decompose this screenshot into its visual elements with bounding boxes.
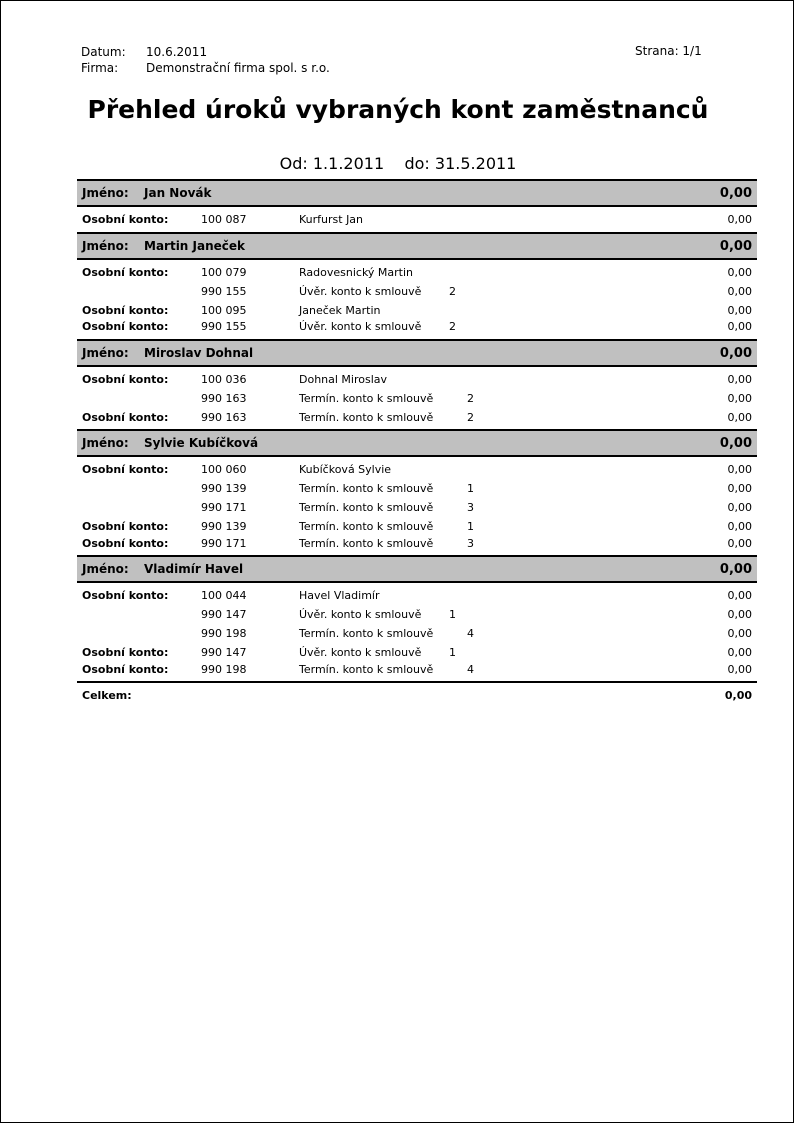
group-header	[77, 555, 757, 583]
account-description: Havel Vladimír	[299, 589, 380, 602]
interest-value: 0,00	[727, 589, 752, 602]
group-header	[77, 232, 757, 260]
table-row	[77, 606, 757, 625]
account-number: 100 087	[201, 213, 247, 226]
group-rows	[77, 457, 757, 555]
interest-value: 0,00	[727, 662, 752, 676]
employee-name: Martin Janeček	[144, 238, 246, 253]
table-row	[77, 535, 757, 552]
table-row	[77, 499, 757, 518]
contract-number: 3	[467, 536, 474, 550]
account-number: 100 079	[201, 265, 247, 279]
group-name-label: Jméno:	[82, 345, 129, 360]
interest-value: 0,00	[727, 482, 752, 495]
account-type-label: Osobní konto:	[82, 303, 169, 317]
group-total: 0,00	[719, 436, 752, 451]
period-from-label: Od:	[279, 154, 308, 173]
account-description: Radovesnický Martin	[299, 265, 414, 279]
account-number: 990 147	[201, 646, 247, 659]
report-body	[77, 179, 757, 707]
account-type-label: Osobní konto:	[82, 410, 169, 424]
group-name-label: Jméno:	[82, 562, 129, 576]
account-number: 990 171	[201, 501, 247, 514]
table-row	[77, 302, 757, 319]
account-number: 990 163	[201, 391, 247, 405]
date-label: Datum:	[81, 45, 126, 59]
table-row	[77, 283, 757, 302]
page-number: Strana: 1/1	[635, 44, 702, 58]
employee-name: Miroslav Dohnal	[144, 345, 254, 360]
account-number: 100 095	[201, 303, 247, 317]
account-description: Kurfurst Jan	[299, 213, 364, 226]
account-number: 990 155	[201, 320, 247, 333]
period-range	[1, 154, 794, 174]
interest-value: 0,00	[727, 646, 752, 659]
account-number: 990 198	[201, 627, 247, 640]
table-row	[77, 264, 757, 283]
total-value: 0,00	[724, 689, 752, 702]
employee-name: Jan Novák	[144, 186, 212, 200]
contract-number: 1	[467, 482, 474, 495]
group-name-label: Jméno:	[82, 238, 129, 253]
table-row	[77, 587, 757, 606]
group-total: 0,00	[719, 562, 752, 577]
account-number: 990 163	[201, 410, 247, 424]
interest-value: 0,00	[727, 520, 752, 533]
account-number: 990 155	[201, 284, 247, 298]
table-row	[77, 371, 757, 390]
group-total: 0,00	[719, 238, 752, 254]
group-rows	[77, 207, 757, 232]
table-row	[77, 480, 757, 499]
contract-number: 2	[449, 284, 456, 298]
group-name-label: Jméno:	[82, 436, 129, 450]
account-description: Termín. konto k smlouvě	[299, 410, 434, 424]
account-type-label: Osobní konto:	[82, 520, 169, 533]
company-value: Demonstrační firma spol. s r.o.	[146, 61, 330, 75]
account-number: 100 036	[201, 372, 247, 386]
account-type-label: Osobní konto:	[82, 536, 169, 550]
employee-name: Sylvie Kubíčková	[144, 436, 259, 450]
employee-name: Vladimír Havel	[144, 562, 244, 576]
account-description: Janeček Martin	[299, 303, 381, 317]
account-type-label: Osobní konto:	[82, 213, 169, 226]
account-type-label: Osobní konto:	[82, 372, 169, 386]
table-row	[77, 644, 757, 661]
table-row	[77, 461, 757, 480]
interest-value: 0,00	[727, 627, 752, 640]
account-description: Úvěr. konto k smlouvě	[299, 284, 422, 298]
total-label: Celkem:	[82, 689, 132, 702]
account-number: 990 139	[201, 520, 247, 533]
interest-value: 0,00	[727, 536, 752, 550]
interest-value: 0,00	[727, 608, 752, 621]
account-description: Kubíčková Sylvie	[299, 463, 392, 476]
account-description: Úvěr. konto k smlouvě	[299, 320, 422, 333]
account-description: Termín. konto k smlouvě	[299, 520, 434, 533]
company-label: Firma:	[81, 61, 119, 75]
interest-value: 0,00	[727, 284, 752, 298]
period-to: 31.5.2011	[434, 154, 517, 173]
group-header	[77, 339, 757, 367]
contract-number: 1	[467, 520, 474, 533]
account-description: Termín. konto k smlouvě	[299, 391, 434, 405]
interest-value: 0,00	[727, 372, 752, 386]
group-total: 0,00	[719, 345, 752, 361]
date-value: 10.6.2011	[146, 45, 208, 59]
contract-number: 4	[467, 662, 474, 676]
contract-number: 2	[449, 320, 456, 333]
table-row	[77, 390, 757, 409]
account-type-label: Osobní konto:	[82, 463, 169, 476]
contract-number: 2	[467, 391, 474, 405]
interest-value: 0,00	[727, 320, 752, 333]
account-description: Termín. konto k smlouvě	[299, 662, 434, 676]
account-description: Dohnal Miroslav	[299, 372, 388, 386]
period-to-label: do:	[404, 154, 430, 173]
group-rows	[77, 367, 757, 430]
account-type-label: Osobní konto:	[82, 265, 169, 279]
interest-value: 0,00	[727, 501, 752, 514]
contract-number: 4	[467, 627, 474, 640]
period-from: 1.1.2011	[312, 154, 385, 173]
table-row	[77, 661, 757, 678]
contract-number: 3	[467, 501, 474, 514]
table-row	[77, 409, 757, 426]
table-row	[77, 211, 757, 228]
interest-value: 0,00	[727, 303, 752, 317]
account-number: 990 198	[201, 662, 247, 676]
account-type-label: Osobní konto:	[82, 646, 169, 659]
contract-number: 1	[449, 608, 456, 621]
report-total	[77, 681, 757, 707]
account-description: Termín. konto k smlouvě	[299, 482, 434, 495]
account-number: 990 147	[201, 608, 247, 621]
account-description: Termín. konto k smlouvě	[299, 536, 434, 550]
account-description: Termín. konto k smlouvě	[299, 627, 434, 640]
contract-number: 2	[467, 410, 474, 424]
account-description: Termín. konto k smlouvě	[299, 501, 434, 514]
group-rows	[77, 583, 757, 681]
group-header	[77, 179, 757, 207]
contract-number: 1	[449, 646, 456, 659]
interest-value: 0,00	[727, 213, 752, 226]
interest-value: 0,00	[727, 410, 752, 424]
group-total: 0,00	[719, 186, 752, 201]
account-description: Úvěr. konto k smlouvě	[299, 608, 422, 621]
report-title: Přehled úroků vybraných kont zaměstnanců	[87, 95, 709, 124]
interest-value: 0,00	[727, 391, 752, 405]
group-name-label: Jméno:	[82, 186, 129, 200]
interest-value: 0,00	[727, 463, 752, 476]
account-type-label: Osobní konto:	[82, 589, 169, 602]
group-rows	[77, 260, 757, 339]
table-row	[77, 318, 757, 335]
table-row	[77, 625, 757, 644]
account-number: 100 060	[201, 463, 247, 476]
account-number: 100 044	[201, 589, 247, 602]
account-type-label: Osobní konto:	[82, 320, 169, 333]
group-header	[77, 429, 757, 457]
account-number: 990 171	[201, 536, 247, 550]
interest-value: 0,00	[727, 265, 752, 279]
table-row	[77, 518, 757, 535]
account-type-label: Osobní konto:	[82, 662, 169, 676]
account-description: Úvěr. konto k smlouvě	[299, 646, 422, 659]
account-number: 990 139	[201, 482, 247, 495]
